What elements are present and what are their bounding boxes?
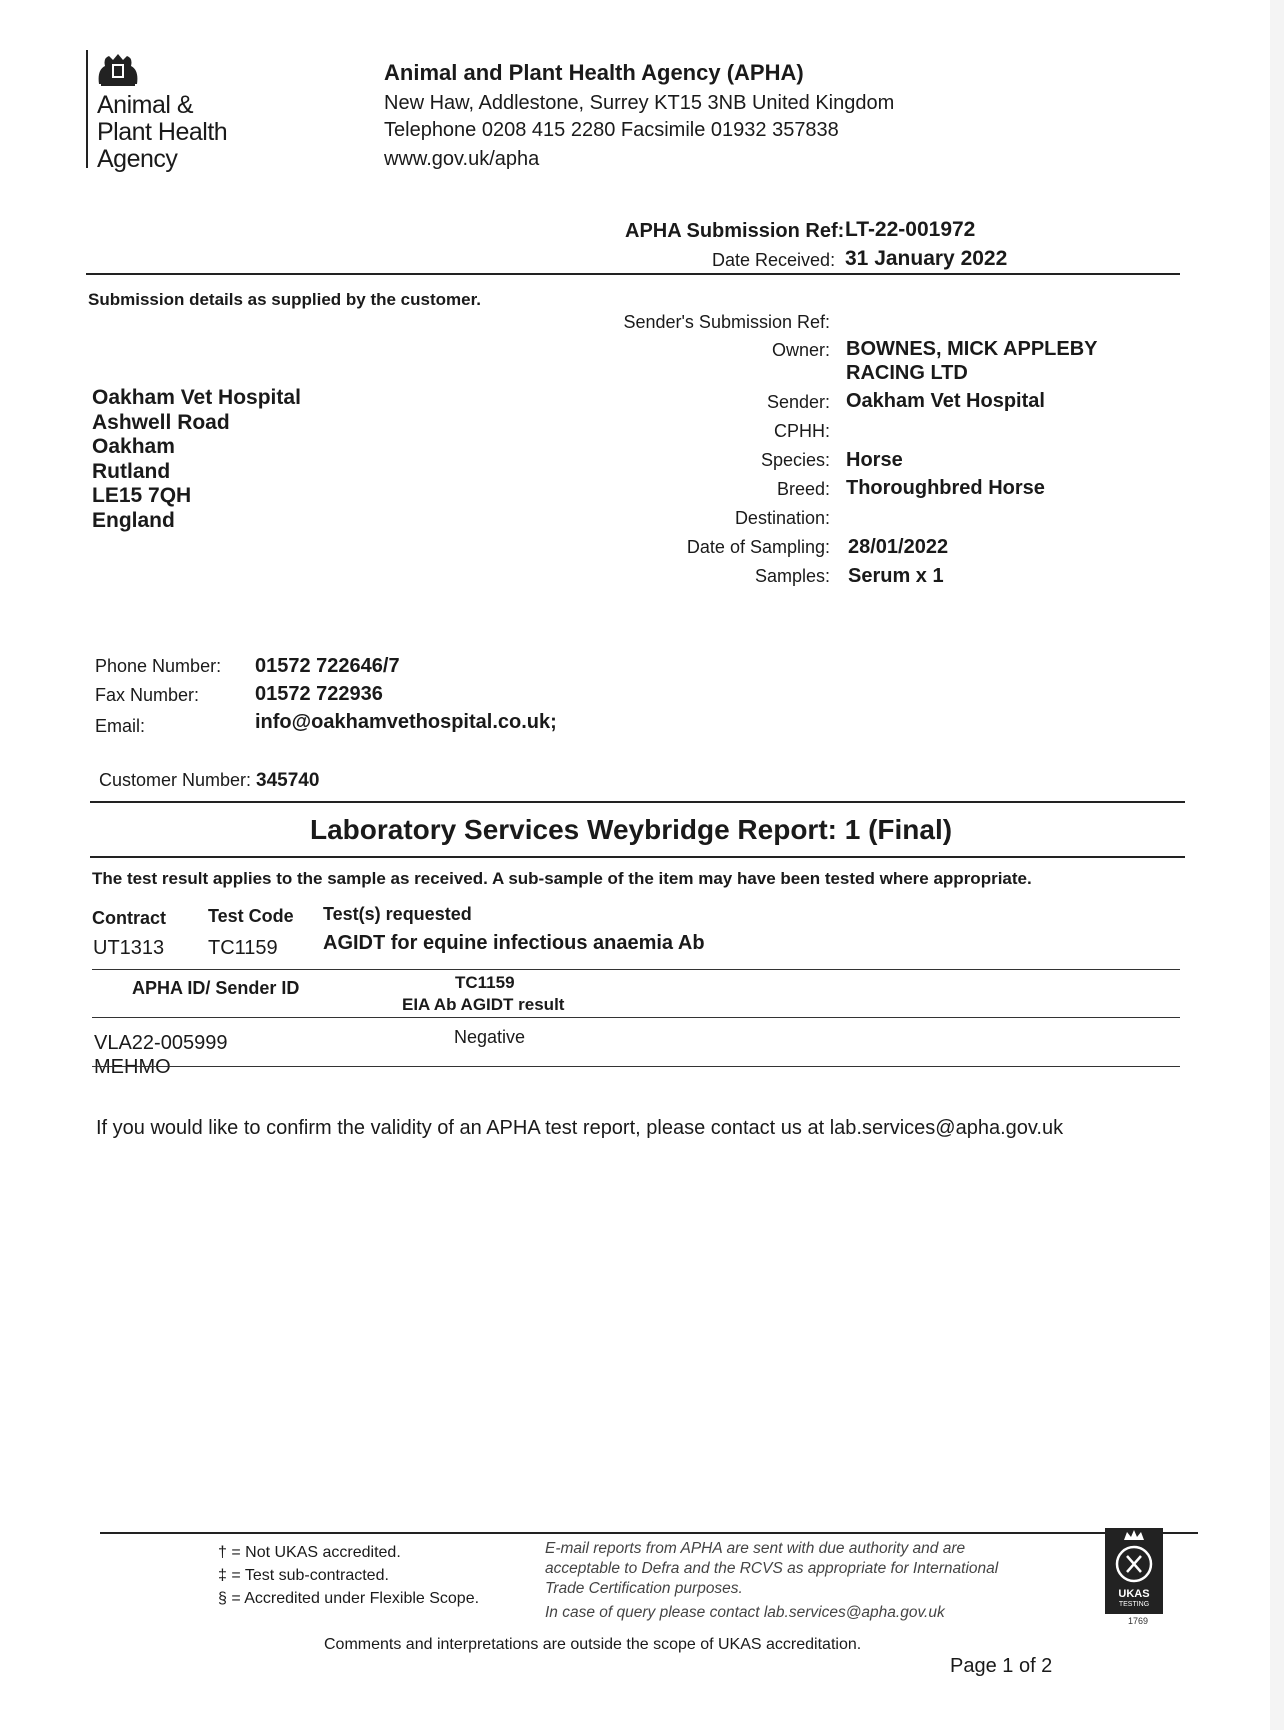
contract-header: Contract	[92, 908, 167, 928]
sender-label: Sender:	[766, 392, 830, 412]
submission-ref-label: APHA Submission Ref:	[625, 220, 845, 242]
report-rule-bottom	[90, 856, 1185, 858]
footer-key-2: ‡ = Test sub-contracted.	[218, 1567, 389, 1584]
fax-value: 01572 722936	[255, 683, 383, 705]
footer-rule	[100, 1532, 1198, 1534]
apha-id-value: VLA22-005999	[94, 1032, 228, 1054]
ukas-label: UKAS	[1118, 1588, 1150, 1600]
sender-id-value: MEHMO	[94, 1056, 171, 1078]
samples-label: Samples:	[754, 566, 830, 586]
page-number: Page 1 of 2	[950, 1655, 1053, 1677]
ukas-number: 1769	[1128, 1616, 1149, 1626]
result-header-code: TC1159	[455, 973, 515, 992]
tests-requested-header: Test(s) requested	[323, 904, 472, 924]
customer-note: Submission details as supplied by the customer.	[88, 290, 481, 309]
query-note: In case of query please contact lab.services@apha.gov.uk	[545, 1604, 945, 1621]
result-value: Negative	[454, 1027, 526, 1047]
owner-value-line1: BOWNES, MICK APPLEBY	[846, 338, 1098, 360]
address-line: Oakham	[92, 435, 175, 458]
address-line: England	[92, 508, 175, 532]
report-title: Laboratory Services Weybridge Report: 1 (Final)	[310, 814, 953, 845]
agency-name: Animal and Plant Health Agency (APHA)	[384, 60, 804, 85]
agency-address: New Haw, Addlestone, Surrey KT15 3NB United Kingdom	[384, 92, 895, 114]
customer-address	[92, 386, 301, 533]
phone-label: Phone Number:	[95, 656, 222, 676]
date-received-value: 31 January 2022	[845, 247, 1008, 270]
breed-label: Breed:	[776, 479, 830, 499]
logo-line-3: Agency	[97, 145, 178, 173]
report-note: The test result applies to the sample as received. A sub-sample of the item may have been tested where appropriate.	[92, 869, 1032, 888]
logo-bar	[86, 50, 88, 168]
submission-ref-value: LT-22-001972	[845, 218, 976, 241]
ukas-logo	[1105, 1528, 1163, 1614]
table-rule-1	[92, 969, 1180, 970]
email-note-line1: E-mail reports from APHA are sent with due authority and are	[545, 1540, 966, 1557]
test-code-header: Test Code	[208, 906, 294, 926]
test-code-value: TC1159	[208, 937, 278, 959]
sender-value: Oakham Vet Hospital	[846, 390, 1045, 412]
validity-note: If you would like to confirm the validity of an APHA test report, please contact us at lab.services@apha.gov.uk	[96, 1117, 1064, 1139]
email-label: Email:	[95, 716, 146, 736]
customer-number-value: 345740	[256, 770, 320, 791]
logo-line-2: Plant Health	[97, 118, 228, 146]
ukas-crown-icon	[1105, 1528, 1163, 1590]
cphh-label: CPHH:	[773, 421, 830, 441]
report-rule-top	[90, 801, 1185, 803]
result-header-name: EIA Ab AGIDT result	[402, 995, 565, 1014]
logo-text	[97, 92, 227, 173]
agency-website[interactable]: www.gov.uk/apha	[384, 148, 540, 170]
email-note-line3: Trade Certification purposes.	[545, 1580, 743, 1597]
breed-value: Thoroughbred Horse	[846, 477, 1045, 499]
tests-requested-value: AGIDT for equine infectious anaemia Ab	[323, 932, 705, 954]
sampling-date-value: 28/01/2022	[848, 536, 949, 558]
royal-crest-icon	[95, 50, 141, 88]
phone-value: 01572 722646/7	[255, 655, 400, 677]
table-rule-2	[92, 1017, 1180, 1018]
owner-label: Owner:	[771, 340, 830, 360]
species-value: Horse	[846, 449, 903, 471]
address-line: Rutland	[92, 459, 171, 483]
fax-label: Fax Number:	[95, 685, 200, 705]
destination-label: Destination:	[734, 508, 830, 528]
samples-value: Serum x 1	[848, 565, 944, 587]
owner-value-line2: RACING LTD	[846, 362, 968, 384]
email-note-line2: acceptable to Defra and the RCVS as appropriate for International	[545, 1560, 999, 1577]
address-line: Ashwell Road	[92, 410, 230, 434]
table-rule-3	[92, 1066, 1180, 1067]
sampling-date-label: Date of Sampling:	[686, 537, 830, 557]
apha-id-header: APHA ID/ Sender ID	[132, 978, 300, 998]
agency-phone-fax: Telephone 0208 415 2280 Facsimile 01932 357838	[384, 119, 839, 141]
email-value[interactable]: info@oakhamvethospital.co.uk;	[255, 711, 557, 733]
ukas-sub: TESTING	[1118, 1601, 1150, 1608]
logo-line-1: Animal &	[97, 91, 194, 119]
contract-value: UT1313	[93, 937, 165, 959]
footer-key-1: † = Not UKAS accredited.	[218, 1544, 401, 1561]
sender-ref-label: Sender's Submission Ref:	[623, 312, 830, 332]
header-rule	[86, 273, 1180, 275]
address-line: Oakham Vet Hospital	[92, 386, 301, 409]
ukas-comments: Comments and interpretations are outside the scope of UKAS accreditation.	[324, 1636, 862, 1653]
footer-key-3: § = Accredited under Flexible Scope.	[218, 1590, 480, 1607]
address-line: LE15 7QH	[92, 484, 192, 507]
customer-number-label: Customer Number:	[99, 770, 252, 790]
species-label: Species:	[760, 450, 830, 470]
date-received-label: Date Received:	[712, 250, 836, 270]
